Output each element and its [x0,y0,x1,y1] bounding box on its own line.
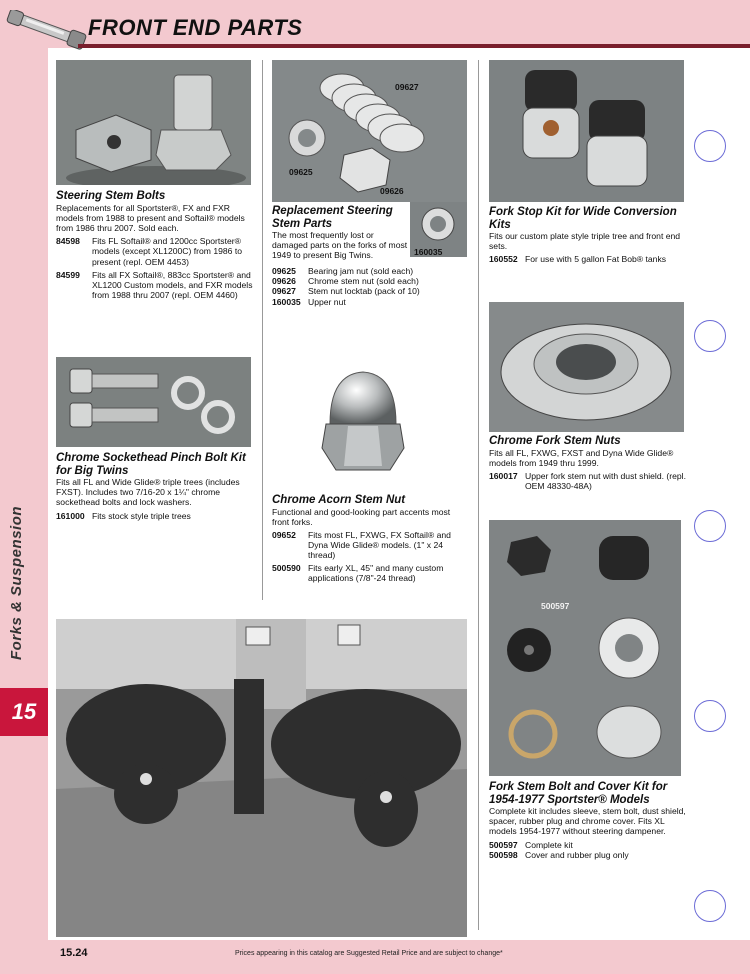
part-number: 84599 [56,269,80,280]
part-description: Fits FL Softail® and 1200cc Sportster® models (except XL1200C) from 1986 to present (repl. OEM 4453) [92,236,242,267]
stem-bolt-cover-kit-block [489,781,689,860]
part-row [489,840,689,850]
part-row [272,297,472,307]
part-number: 84598 [56,236,80,247]
part-number: 161000 [56,510,85,521]
part-number: 09626 [272,276,296,287]
part-row [489,850,689,860]
section-tab: 15 [0,688,48,736]
part-description: Chrome stem nut (sold each) [308,276,419,287]
part-description: Fits early XL, 45" and many custom applications (7/8"-24 thread) [308,562,444,583]
page-title: FRONT END PARTS [88,15,303,40]
steering-stem-bolts-photo [56,60,251,185]
part-description: Fits all FX Softail®, 883cc Sportster® and XL1200 Custom models, and FXR models from 1988 thru 2007 (repl. OEM 4460) [92,269,253,301]
steering-stem-bolts-heading: Steering Stem Bolts [56,190,166,202]
replacement-stem-parts-list [272,266,472,307]
part-number: 500597 [489,839,518,850]
price-disclaimer: Prices appearing in this catalog are Suggested Retail Price and are subject to change* [235,950,503,957]
replacement-stem-parts-block [272,205,408,264]
fork-stop-kit-heading: Fork Stop Kit for Wide Conversion Kits [489,206,677,231]
steering-stem-bolts-intro: Replacements for all Sportster®, FX and FXR models from 1988 to present and Softail® models from 1986 thru 2007. Sold each. [56,202,245,233]
binder-hole [694,700,726,732]
motorcycle-rally-photo [56,619,467,937]
replacement-stem-parts-intro: The most frequently lost or damaged parts on the forks of most 1949 to present Big Twins. [272,230,408,261]
fork-stop-kit-photo [489,60,684,202]
steering-stem-bolts-block [56,190,256,300]
pinch-bolt-kit-block [56,452,256,521]
part-description: Complete kit [525,839,573,850]
part-number: 500598 [489,849,518,860]
binder-hole [694,130,726,162]
binder-hole [694,890,726,922]
part-number: 09625 [272,266,296,276]
replacement-stem-parts-photo [272,60,467,202]
part-row [272,276,472,286]
part-description: For use with 5 gallon Fat Bob® tanks [525,254,667,265]
pinch-bolt-kit-photo [56,357,251,447]
part-description: Upper fork stem nut with dust shield. (repl. OEM 48330-48A) [525,470,686,492]
part-row [272,266,472,276]
acorn-stem-nut-block [272,494,462,583]
callout-09626: 09626 [380,186,404,196]
chrome-fork-stem-nuts-photo [489,302,684,432]
fork-stop-kit-block [489,206,689,265]
part-description: Bearing jam nut (sold each) [308,266,414,276]
pinch-bolt-kit-intro: Fits all FL and Wide Glide® triple trees (includes FXST). Includes two 7/16-20 x 1¼" chrome sockethead bolts and lock washers. [56,477,240,508]
chrome-fork-stem-nuts-block [489,435,689,491]
callout-160035: 160035 [414,247,443,257]
pinch-bolt-kit-heading: Chrome Sockethead Pinch Bolt Kit for Big Twins [56,452,246,477]
part-number: 09652 [272,529,296,540]
stem-bolt-cover-kit-heading: Fork Stem Bolt and Cover Kit for 1954-1977 Sportster® Models [489,781,668,806]
part-row [56,236,256,267]
part-number: 160552 [489,254,518,265]
replacement-stem-parts-heading: Replacement Steering Stem Parts [272,205,393,230]
part-description: Cover and rubber plug only [525,849,629,860]
part-row [272,530,462,561]
part-description: Fits stock style triple trees [92,510,191,521]
acorn-stem-nut-intro: Functional and good-looking part accents most front forks. [272,506,451,527]
page-number: 15.24 [60,947,88,959]
callout-09627: 09627 [395,82,419,92]
column-divider-right [478,60,479,930]
fork-stop-kit-intro: Fits our custom plate style triple tree and front end sets. [489,231,681,252]
acorn-stem-nut-heading: Chrome Acorn Stem Nut [272,494,406,506]
part-number: 160017 [489,470,518,481]
stem-bolt-cover-kit-photo [489,520,681,776]
binder-hole [694,320,726,352]
part-number: 160035 [272,296,301,307]
part-description: Stem nut locktab (pack of 10) [308,286,420,297]
section-label: Forks & Suspension [8,505,25,660]
part-row [489,254,689,264]
acorn-stem-nut-photo [318,366,408,476]
part-row [56,511,256,521]
part-row [489,471,689,491]
column-divider-left [262,60,263,600]
stem-bolt-cover-kit-intro: Complete kit includes sleeve, stem bolt, dust shield, spacer, rubber plug and chrome cover. Fits XL models 1954-1977 without steering dampener. [489,806,686,837]
callout-09625: 09625 [289,167,313,177]
callout-500597: 500597 [541,601,570,611]
part-row [272,286,472,296]
part-description: Upper nut [308,296,346,307]
chrome-fork-stem-nuts-heading: Chrome Fork Stem Nuts [489,435,621,447]
part-number: 09627 [272,286,296,297]
title-rule [78,44,750,48]
part-description: Fits most FL, FXWG, FX Softail® and Dyna Wide Glide® models. (1" x 24 thread) [308,529,451,561]
part-number: 500590 [272,562,301,573]
part-row [56,270,256,301]
binder-hole [694,510,726,542]
chrome-fork-stem-nuts-intro: Fits all FL, FXWG, FXST and Dyna Wide Glide® models from 1949 thru 1999. [489,447,674,468]
part-row [272,563,462,583]
